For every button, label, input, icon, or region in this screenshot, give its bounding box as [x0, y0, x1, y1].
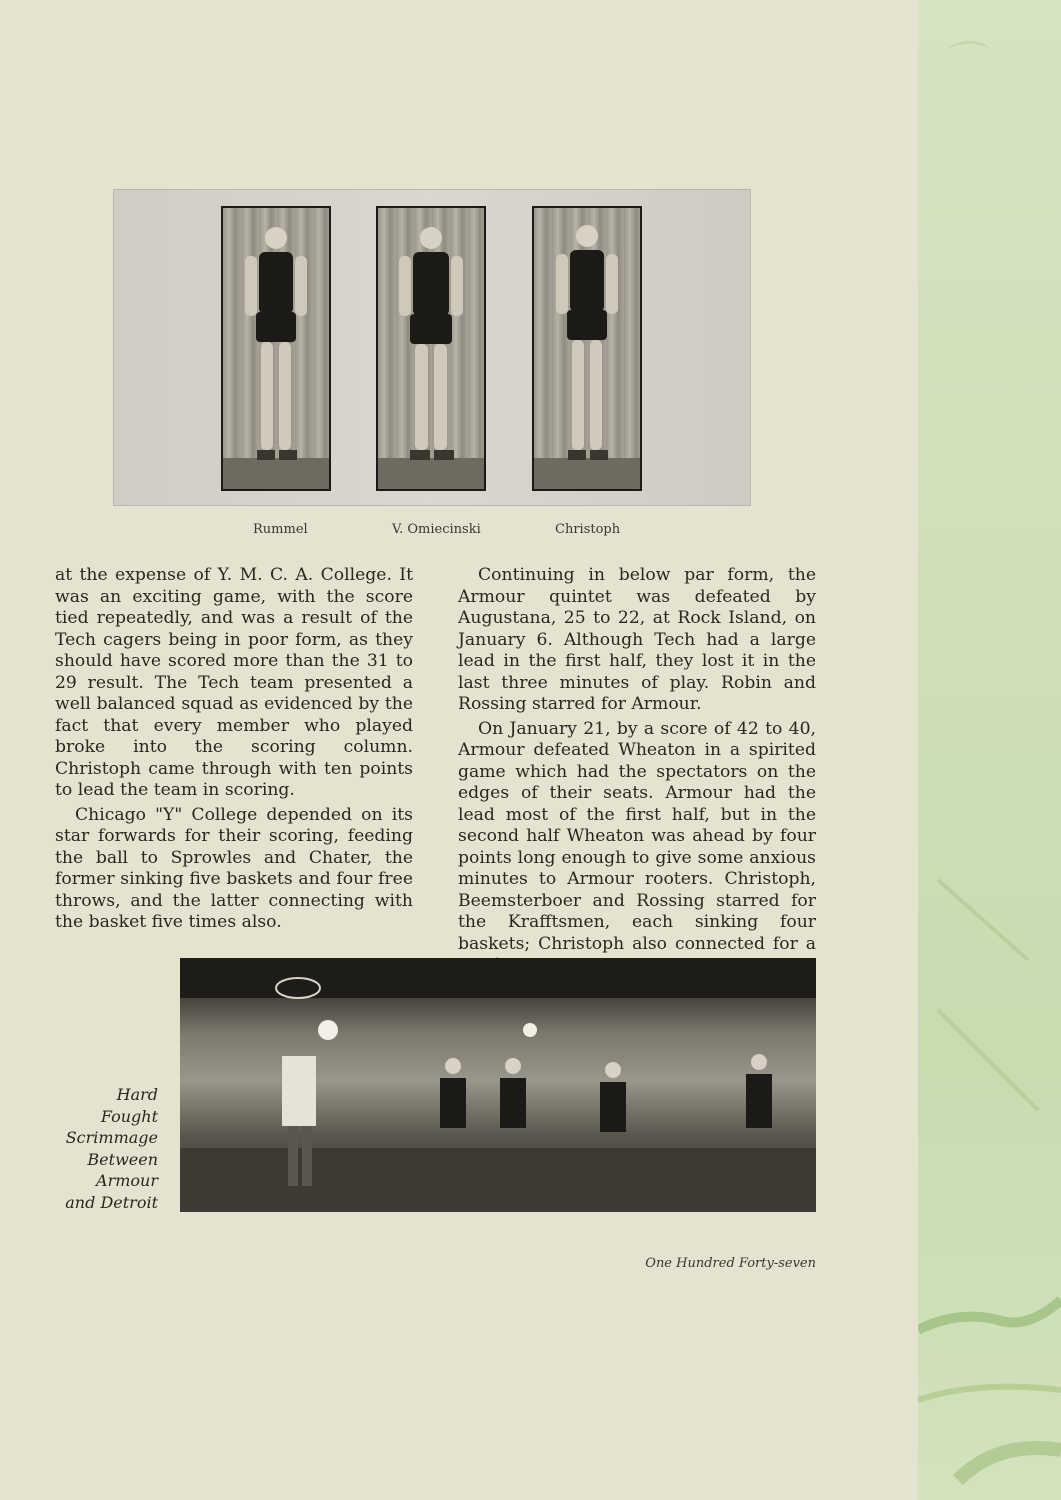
player-photo-omiecinski: [376, 206, 486, 491]
page-number: One Hundred Forty-seven: [645, 1256, 816, 1271]
watermark-graphic: ⌒: [948, 38, 991, 87]
paragraph: On January 21, by a score of 42 to 40, Armour defeated Wheaton in a spirited game which had the spectators on the edges of their seats. Armour had the lead most of the first half, but in the second half Wheaton was ahead by four points long enough to give some anxious minutes to Armour rooters. Christoph, Beemsterboer and Rossing starred for the Krafftsmen, each sinking four baskets; Christoph also connected for a: [458, 718, 816, 954]
player-figure: [378, 208, 484, 489]
paragraph: at the expense of Y. M. C. A. College. It was an exciting game, with the score tied repeatedly, and was a result of the Tech cagers being in poor form, as they should have scored more than the 31 to 29 result. The Tech team presented a well balanced squad as evidenced by the fact that every member who played broke into the scoring column. Christoph came through with ten points to lead the team in scoring.: [55, 565, 413, 800]
player-photo-rummel: [221, 206, 331, 491]
paragraph: Continuing in below par form, the Armour quintet was defeated by Augustana, 25 to 22, at Rock Island, on January 6. Although Tech had a large lead in the first half, they lost it in the last three minutes of play. Robin and Rossing starred for Armour.: [458, 565, 816, 714]
decorative-green-margin: [918, 0, 1061, 1500]
caption-line: Fought: [100, 1106, 158, 1126]
left-text-column: [55, 565, 413, 937]
player-photo-christoph: [532, 206, 642, 491]
paragraph: Chicago "Y" College depended on its star forwards for their scoring, feeding the ball to Sprowles and Chater, the former sinking five baskets and four free throws, and the latter connecting with the basket five times also.: [55, 804, 413, 932]
caption-line: Between: [87, 1149, 158, 1169]
right-text-column: [458, 565, 816, 980]
caption-line: and Detroit: [65, 1192, 158, 1212]
caption-line: Armour: [96, 1171, 158, 1190]
player-photos: [113, 189, 751, 506]
caption-line: Hard: [116, 1085, 158, 1104]
scrimmage-scene: [180, 958, 816, 1212]
scrimmage-caption: [60, 1084, 158, 1213]
photo-caption-rummel: Rummel: [253, 522, 308, 537]
caption-line: Scrimmage: [65, 1128, 158, 1147]
green-band-artwork: [918, 0, 1061, 1500]
photo-caption-christoph: Christoph: [555, 522, 621, 537]
player-figure: [534, 208, 640, 489]
scrimmage-photo: [180, 958, 816, 1212]
photo-caption-omiecinski: V. Omiecinski: [392, 522, 481, 537]
player-figure: [223, 208, 329, 489]
